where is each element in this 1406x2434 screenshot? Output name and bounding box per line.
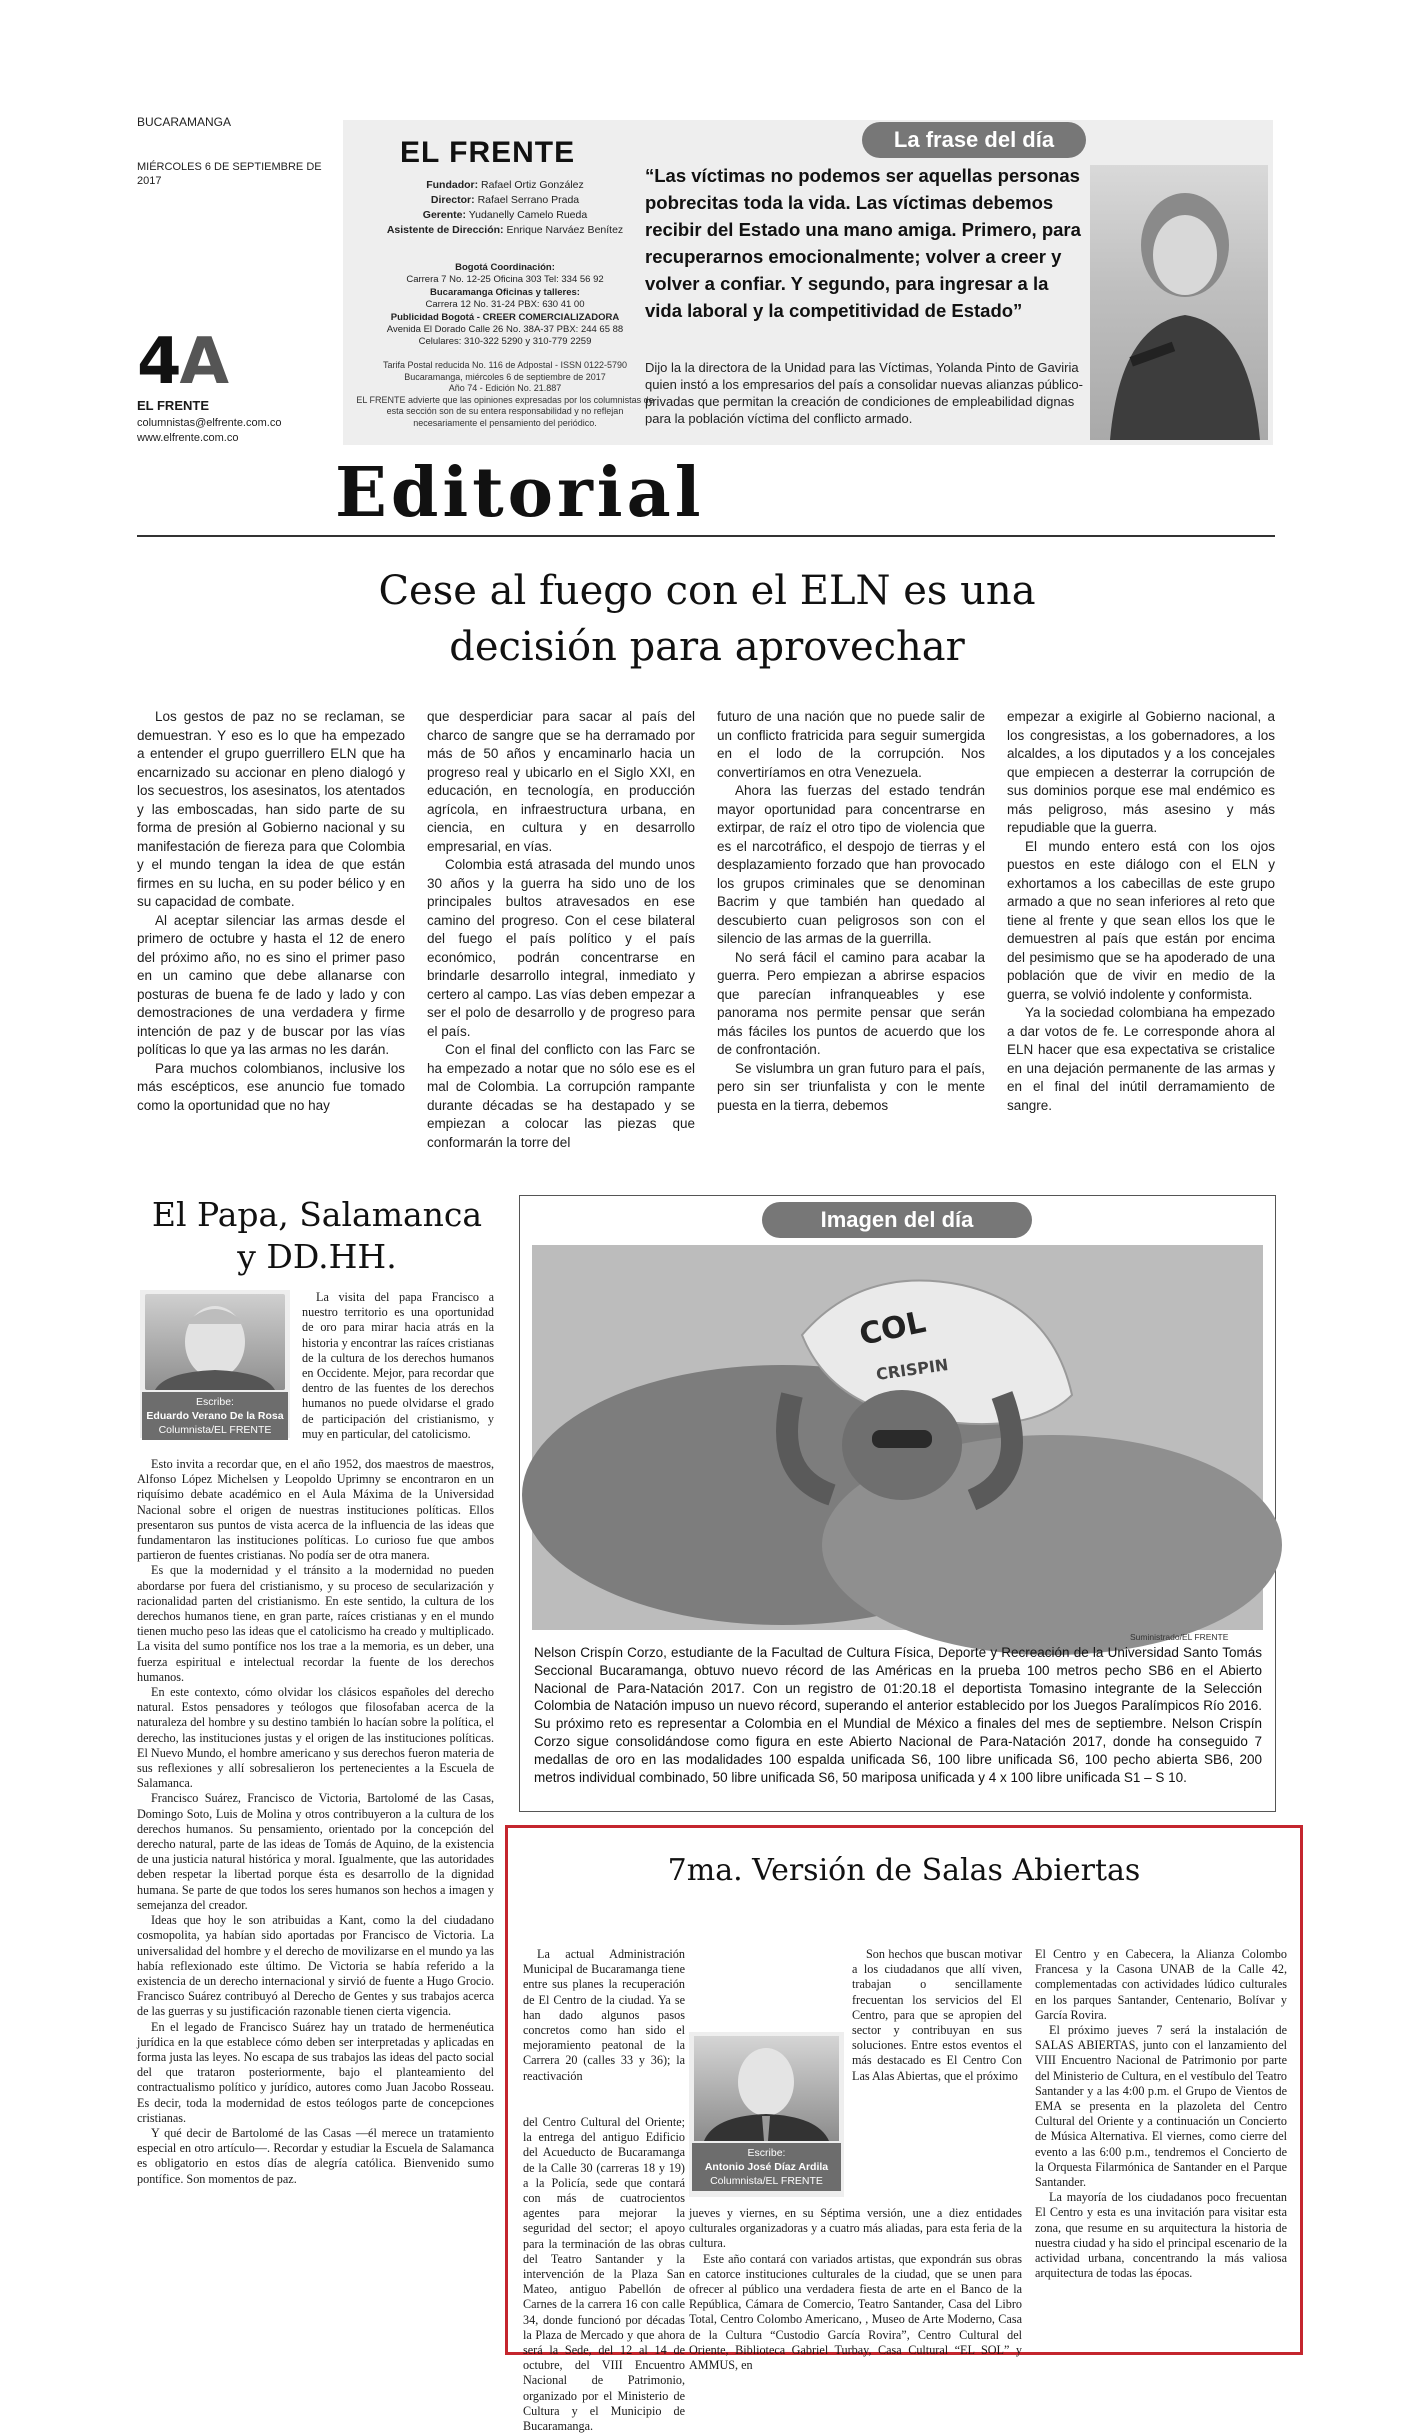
salas-column-1: La actual Administración Municipal de Bucaramanga tiene entre sus planes la recuperación de El Centro de la ciudad. Ya se han dado algunos pasos concretos como han sido el mejoramiento peatonal de la Carrera 20 (calles 33 y 36); la reactivación	[523, 1947, 685, 2083]
publication-name: EL FRENTE	[137, 398, 209, 413]
salas-author-photo-art	[694, 2036, 839, 2141]
office-line: Carrera 12 No. 31-24 PBX: 630 41 00	[425, 299, 585, 311]
salas-column-2: Son hechos que buscan motivar a los ciudadanos que allí viven, trabajan o sencillamente frecuentan los servicios del El Centro, para que se apropien del sector y contribuyan en sus soluciones. Entre estos eventos el más destacado es El Centro Con Las Alas Abiertas, que el próximo	[852, 1947, 1022, 2083]
frase-del-dia-tab: La frase del día	[862, 122, 1086, 158]
office-line: Avenida El Dorado Calle 26 No. 38A-37 PBX: 244 65 88	[386, 324, 624, 336]
editorial-column-4: empezar a exigirle al Gobierno nacional, a los congresistas, a los gobernadores, a los alcaldes, a los diputados y a los concejales que empiecen a desterrar la corrupción de sus dominios porque ese mal endémico es más peligroso, más asesino y más repudiable que la guerra. El mundo entero está con los ojos puestos en este diálogo con el ELN y exhortamos a los cabecillas de este grupo armado a que no sean inferiores al reto que tiene al frente y que sean ellos los que le demuestren al país que están por encima del pesimismo que se ha apoderado de una población que de vivir en medio de la guerra, se volvió indolente y conformista. Ya la sociedad colombiana ha empezado a dar votos de fe. Le corresponde ahora al ELN hacer que esa expectativa se cristalice en una dejación permanente de las armas y en el final del inútil derramamiento de sangre.	[1007, 709, 1275, 1113]
section-title: Editorial	[335, 453, 705, 533]
editorial-body	[137, 708, 1275, 1152]
speaker-photo	[1090, 165, 1268, 440]
swimmer-photo-art	[532, 1245, 1263, 1630]
editorial-column-3: futuro de una nación que no puede salir de un conflicto fratricida para seguir sumergida en el lodo de la corrupción. Nos convertiríamos en otra Venezuela. Ahora las fuerzas del estado tendrán mayor oportunidad para concentrarse en extirpar, de raíz el otro tipo de violencia que es el narcotráfico, el despojo de tierras y el desplazamiento forzado que han provocado los grupos criminales que se denominan Bacrim y que también han quedado al descubierto cuan peligrosos son con el silencio de las armas de la guerrilla. No será fácil el camino para acabar la guerra. Pero empiezan a abrirse espacios que parecían infranqueables y ese panorama nos permite pensar que serán más fáciles los puntos de acuerdo que los de confrontación. Se vislumbra un gran futuro para el país, pero sin ser triunfalista y con le mente puesta en la tierra, debemos	[717, 709, 985, 1113]
issue-date: MIÉRCOLES 6 DE SEPTIEMBRE DE 2017	[137, 161, 322, 187]
salas-author-label: Escribe: Antonio José Díaz Ardila Columnista/EL FRENTE	[692, 2143, 841, 2191]
office-line: Publicidad Bogotá - CREER COMERCIALIZADORA	[390, 311, 620, 323]
editorial-column-1: Los gestos de paz no se reclaman, se demuestran. Y eso es lo que ha empezado a entender el grupo guerrillero ELN que ha encarnizado su accionar en pleno dialogó y los secuestros, los asesinatos, los atentados y las emboscadas, han sido parte de su forma de presión al Gobierno nacional y su manifestación de fiereza para que Colombia y el mundo tengan la idea de que están firmes en su lucha, en su poder bélico y en su capacidad de combate. Al aceptar silenciar las armas desde el primero de octubre y hasta el 12 de enero del próximo año, no es sino el primer paso en un camino que debe allanarse con posturas de buena fe de lado y lado y con demostraciones de una verdadera y firme intención de paz y de buscar por las vías políticas lo que ya las armas no les darán. Para muchos colombianos, inclusive los más escépticos, ese anuncio fue tomado como la oportunidad que no hay	[137, 709, 405, 1113]
office-line: Bucaramanga Oficinas y talleres:	[430, 286, 580, 298]
disclaimer: EL FRENTE advierte que las opiniones expresadas por los columnistas de esta sección son de su entera responsabilidad y no reflejan necesariamente el pensamiento del periódico.	[356, 394, 654, 428]
salas-title: 7ma. Versión de Salas Abiertas	[667, 1853, 1141, 1888]
staff-row: Asistente de Dirección: Enrique Narváez Benítez	[386, 224, 624, 236]
page-number-digit: 4	[137, 325, 180, 399]
postal-line: Tarifa Postal reducida No. 116 de Adpostal - ISSN 0122-5790	[383, 360, 627, 370]
quote-text: “Las víctimas no podemos ser aquellas personas pobrecitas toda la vida. Las víctimas debemos recibir del Estado una mano amiga. Primero, para recuperarnos emocionalmente; volver a creer y volver a confiar. Y segundo, para ingresar a la vida laboral y la competitividad de Estado”	[645, 165, 1081, 321]
salas-column-1-cont: del Centro Cultural del Oriente; la entrega del antiguo Edificio del Acueducto de Bucaramanga de la Calle 30 (carreras 18 y 19) a la Policía, sede que contará con más de cuatrocientos agentes para mejorar la seguridad del sector; el apoyo para la terminación de las obras del Teatro Santander y la intervención de la Plaza San Mateo, antiguo Pabellón de Carnes de la carrera 16 con calle 34, donde funcionó por décadas la Plaza de Mercado y que ahora será la Sede, del 12 al 14 de octubre, del VIII Encuentro Nacional de Patrimonio, organizado por el Ministerio de Cultura y el Municipio de Bucaramanga.	[523, 2115, 685, 2434]
imagen-caption: Nelson Crispín Corzo, estudiante de la Facultad de Cultura Física, Deporte y Recreación de la Universidad Santo Tomás Seccional Bucaramanga, obtuvo nuevo récord de las Américas en la prueba 100 metros pecho SB6 en el Abierto Nacional de Para-Natación 2017. Con un registro de 01:20.18 el deportista Tomasino integrante de la Selección Colombia de Natación impuso un nuevo récord, superando el anterior establecido por los Juegos Paralímpicos Río 2016. Su próximo reto es representar a Colombia en el Mundial de México a finales del mes de septiembre. Nelson Crispín Corzo sigue consolidándose como figura en este Abierto Nacional de Para-Natación 2017, donde ha conseguido 7 medallas de oro en las modalidades 100 espalda unificada S6, 100 libre unificada S6, 100 pecho abierta SB6, 200 metros individual combinado, 50 libre unificada S6, 50 mariposa unificada y 4 x 100 libre unificada S1 – S 10.	[534, 1645, 1262, 1785]
city-label: BUCARAMANGA	[137, 115, 232, 129]
author-label: Escribe: Eduardo Verano De la Rosa Columnista/EL FRENTE	[142, 1392, 288, 1440]
contact-email[interactable]: columnistas@elfrente.com.co	[137, 417, 282, 429]
contact-website[interactable]: www.elfrente.com.co	[137, 432, 239, 444]
masthead-title: EL FRENTE	[400, 136, 576, 169]
postal-line: Bucaramanga, miércoles 6 de septiembre de 2017	[404, 371, 606, 382]
author-photo-art	[145, 1294, 285, 1390]
salas-column-3: El Centro y en Cabecera, la Alianza Colombo Francesa y la Casona UNAB de la Calle 42, complementadas con actividades lúdico culturales en los parques Santander, Centenario, Bolívar y García Rovira. El próximo jueves 7 será la instalación de SALAS ABIERTAS, junto con el lanzamiento del VIII Encuentro Nacional de Patrimonio por parte del Ministerio de Cultura, en el vestíbulo del Teatro Santander y a las 4:00 p.m. el Grupo de Vientos de EMA se presenta en la plazoleta del Centro Cultural del Oriente y a continuación un Concierto de Música Alternativa. El viernes, como cierre del evento a las 6:00 p.m., tendremos el Concierto de la Orquesta Filarmónica de Santander en el Parque Santander. La mayoría de los ciudadanos poco frecuentan El Centro y esta es una invitación para visitar esta zona, que resume en su arquitectura la historia de nuestra ciudad y ha sido el principal escenario de la actividad urbana, concentrando la más valiosa arquitectura de todas las épocas.	[1035, 1947, 1287, 2281]
offices-block	[355, 262, 655, 349]
papa-title: El Papa, Salamanca y DD.HH.	[151, 1195, 483, 1276]
cap-text: COL	[856, 1304, 929, 1353]
page-number	[137, 325, 228, 399]
staff-list	[355, 178, 655, 238]
divider	[137, 535, 1275, 537]
photo-credit: Suministrado/EL FRENTE	[1130, 1632, 1229, 1642]
swimmer-photo	[532, 1245, 1263, 1630]
postal-info	[355, 360, 655, 429]
contact-block	[137, 416, 281, 446]
page-number-letter: A	[179, 325, 228, 399]
papa-body: Esto invita a recordar que, en el año 1952, dos maestros de maestros, Alfonso López Michelsen y Leopoldo Uprimny se encontraron en un riquísimo debate académico en el Aula Máxima de la Universidad Nacional sobre el origen de nuestras instituciones políticas. Ellos presentaron sus puntos de vista acerca de la influencia de las ideas que fundamentaron las instituciones políticas. Lo curioso fue que ambos partieron de fuentes cristianas. No podía ser de otra manera. Es que la modernidad y el tránsito a la modernidad no pueden abordarse por fuera del cristianismo, y su proceso de secularización y racionalidad parten del cristianismo. En este sentido, la cultura de los derechos humanos tiene, en gran parte, raíces cristianas y en el mundo tienen mucho peso las ideas que el catolicismo ha creado y multiplicado. La visita del sumo pontífice nos los trae a la memoria, es un deber, una fuerza espiritual e intelectual recordar la fuente de los derechos humanos. En este contexto, cómo olvidar los clásicos españoles del derecho natural. Estos pensadores y teólogos que filosofaban acerca de la naturaleza del hombre y su destino también lo hacían sobre la política, el derecho, las instituciones justas y el origen de las instituciones políticas. El Nuevo Mundo, el hombre americano y sus derechos fueron materia de sus reflexiones y allí sobresalieron los pertenecientes a la Escuela de Salamanca. Francisco Suárez, Francisco de Victoria, Bartolomé de las Casas, Domingo Soto, Luis de Molina y otros contribuyeron a la cultura de los derechos humanos. Su pensamiento, orientado por la concepción del derecho natural, parte de las ideas de Tomás de Aquino, de la existencia de una justicia natural histórica y moral. Igualmente, que las autoridades deben respetar la libertad porque ésta es desarrollo de la dignidad humana. Se parte de que todos los seres humanos son hechos a imagen y semejanza del creador. Ideas que hoy le son atribuidas a Kant, como la del ciudadano cosmopolita, ya habían sido aportadas por Francisco de Victoria. La universalidad del hombre y el derecho de movilizarse en el mundo ya las había reflexionado este último. De Victoria se había referido a la existencia de un derecho internacional y sirvió de fuente a Hugo Grocio. Francisco Suárez contribuyó al Derecho de Gentes y sus trabajos acerca de las guerras y su justificación razonable tienen cierta vigencia. En el legado de Francisco Suárez hay un tratado de hermenéutica jurídica en la que establece cómo deben ser interpretadas y aplicadas en forma justa las leyes. No escapa de sus trabajos las ideas del pacto social del que trataron posteriormente, bajo el planteamiento del contractualismo político y jurídico, autores como Juan Jacobo Rosseau. Es decir, toda la modernidad de estos teólogos parte de concepciones cristianas. Y qué decir de Bartolomé de las Casas —él merece un tratamiento especial en otro artículo—. Recordar y estudiar la Escuela de Salamanca es obligatorio en estos días de alegría católica. Bienvenido sumo pontífice. Son momentos de paz.	[137, 1457, 494, 2186]
salas-column-2-cont: jueves y viernes, en su Séptima versión, une a diez entidades culturales organizadoras y a cuatro más aliadas, para esta feria de la cultura. Este año contará con variados artistas, que expondrán sus obras en catorce instituciones culturales de la ciudad, que se unen para ofrecer al público una verdadera fiesta de arte en el Banco de la República, Cámara de Comercio, Teatro Santander, Casa del Libro Total, Centro Colombo Americano, , Museo de Arte Moderno, Casa de la Cultura “Custodio García Rovira”, Centro Cultural del Oriente, Biblioteca Gabriel Turbay, Casa Cultural “EL SOL” y AMMUS, en	[689, 2206, 1022, 2373]
editorial-headline: Cese al fuego con el ELN es una decisión para aprovechar	[378, 568, 1036, 670]
cap-name: CRISPIN	[874, 1355, 950, 1384]
imagen-del-dia-tab: Imagen del día	[762, 1202, 1032, 1238]
postal-line: Año 74 - Edición No. 21.887	[448, 383, 562, 393]
staff-row: Fundador: Rafael Ortiz González	[426, 179, 584, 191]
office-line: Carrera 7 No. 12-25 Oficina 303 Tel: 334 56 92	[406, 274, 604, 286]
papa-intro: La visita del papa Francisco a nuestro territorio es una oportunidad de oro para mirar hacia atrás en la historia y encontrar las raíces cristianas de la cultura de los derechos humanos en Occidente. Mejor, para recordar que dentro de las fuentes de los derechos humanos no puede olvidarse el grado de participación del cristianismo, y muy en particular, del catolicismo.	[302, 1290, 494, 1441]
editorial-column-2: que desperdiciar para sacar al país del charco de sangre que se ha derramado por más de 50 años y encaminarlo hacia un progreso real y ubicarlo en el Siglo XXI, en educación, en tecnología, en producción agrícola, en infraestructura urbana, en ciencia, en cultura y en desarrollo empresarial, en vías. Colombia está atrasada del mundo unos 30 años y la guerra ha sido uno de los principales bultos atravesados en ese camino del progreso. Con el cese bilateral del fuego el país político y el país económico, podrán concentrarse en brindarle desarrollo integral, inmediato y certero al campo. Las vías deben empezar a ser el polo de desarrollo y de progreso para el país. Con el final del conflicto con las Farc se ha empezado a notar que no sólo ese es el mal de Colombia. La corrupción rampante durante décadas se ha destapado y se empiezan a colocar las piezas que conformarán la torre del	[427, 709, 695, 1150]
office-line: Bogotá Coordinación:	[455, 262, 555, 273]
quote-attribution: Dijo la la directora de la Unidad para las Víctimas, Yolanda Pinto de Gaviria quien instó a los empresarios del país a consolidar nuevas alianzas público-privadas que permitan la creación de condiciones de empleabilidad dignas para la población víctima del conflicto armado.	[645, 360, 1083, 426]
staff-row: Director: Rafael Serrano Prada	[430, 194, 580, 206]
speaker-photo-art	[1090, 165, 1268, 440]
staff-row: Gerente: Yudanelly Camelo Rueda	[422, 209, 588, 221]
author-photo	[145, 1294, 285, 1390]
office-line: Celulares: 310-322 5290 y 310-779 2259	[418, 336, 592, 348]
salas-author-photo	[694, 2036, 839, 2141]
